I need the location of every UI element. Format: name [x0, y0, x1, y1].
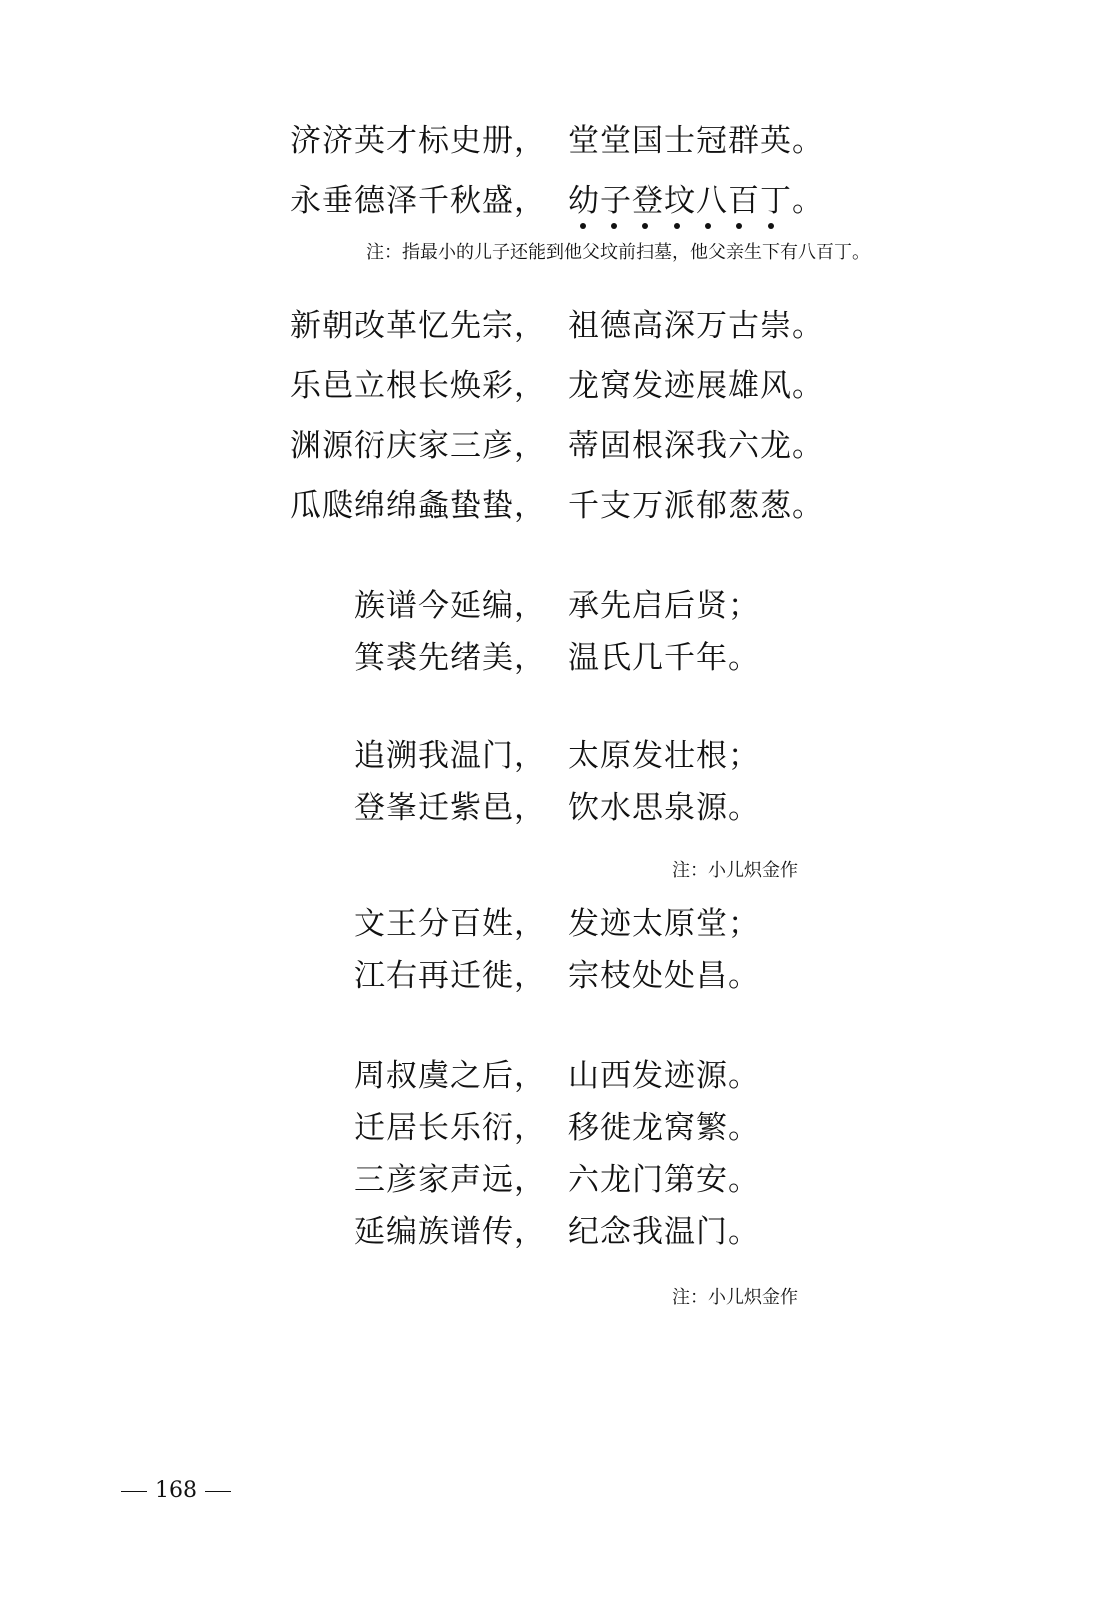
- verse-second-half: 六龙门第安。: [568, 1162, 760, 1198]
- verse-second-half: 宗枝处处昌。: [568, 958, 760, 994]
- dash-right: [205, 1491, 231, 1492]
- dash-left: [121, 1491, 147, 1492]
- emphasis-dots: [580, 223, 820, 233]
- verse-first-half: 永垂德泽千秋盛，: [290, 183, 546, 219]
- verse-first-half: 济济英才标史册，: [290, 123, 546, 159]
- verse-second-half: 千支万派郁葱葱。: [568, 488, 824, 524]
- verse-first-half: 瓜瓞绵绵螽蛰蛰，: [290, 488, 546, 524]
- verse-line: [290, 183, 850, 235]
- verse-first-half: 追溯我温门，: [354, 738, 546, 774]
- verse-first-half: 延编族谱传，: [354, 1214, 546, 1250]
- page-number-text: 168: [155, 1478, 197, 1503]
- verse-second-half: 祖德高深万古崇。: [568, 308, 824, 344]
- verse-first-half: 周叔虞之后，: [354, 1058, 546, 1094]
- verse-first-half: 三彦家声远，: [354, 1162, 546, 1198]
- verse-second-half: 移徙龙窝繁。: [568, 1110, 760, 1146]
- verse-first-half: 族谱今延编，: [354, 588, 546, 624]
- verse-first-half: 乐邑立根长焕彩，: [290, 368, 546, 404]
- verse-second-half: 幼子登坟八百丁。: [568, 183, 824, 219]
- verse-first-half: 新朝改革忆先宗，: [290, 308, 546, 344]
- verse-second-half: 蒂固根深我六龙。: [568, 428, 824, 464]
- verse-first-half: 文王分百姓，: [354, 906, 546, 942]
- verse-first-half: 登峯迁紫邑，: [354, 790, 546, 826]
- footnote: 注：指最小的儿子还能到他父坟前扫墓，他父亲生下有八百丁。: [366, 242, 870, 263]
- verse-second-half: 龙窝发迹展雄风。: [568, 368, 824, 404]
- footnote: 注：小儿炽金作: [672, 860, 798, 881]
- verse-first-half: 箕裘先绪美，: [354, 640, 546, 676]
- verse-second-half: 温氏几千年。: [568, 640, 760, 676]
- verse-second-half: 堂堂国士冠群英。: [568, 123, 824, 159]
- footnote: 注：小儿炽金作: [672, 1287, 798, 1308]
- verse-second-half: 发迹太原堂；: [568, 906, 760, 942]
- verse-second-half: 饮水思泉源。: [568, 790, 760, 826]
- verse-first-half: 迁居长乐衍，: [354, 1110, 546, 1146]
- verse-second-half: 太原发壮根；: [568, 738, 760, 774]
- page-number: [113, 1478, 239, 1504]
- verse-first-half: 江右再迁徙，: [354, 958, 546, 994]
- verse-first-half: 渊源衍庆家三彦，: [290, 428, 546, 464]
- verse-second-half: 山西发迹源。: [568, 1058, 760, 1094]
- verse-second-half: 承先启后贤；: [568, 588, 760, 624]
- verse-second-half: 纪念我温门。: [568, 1214, 760, 1250]
